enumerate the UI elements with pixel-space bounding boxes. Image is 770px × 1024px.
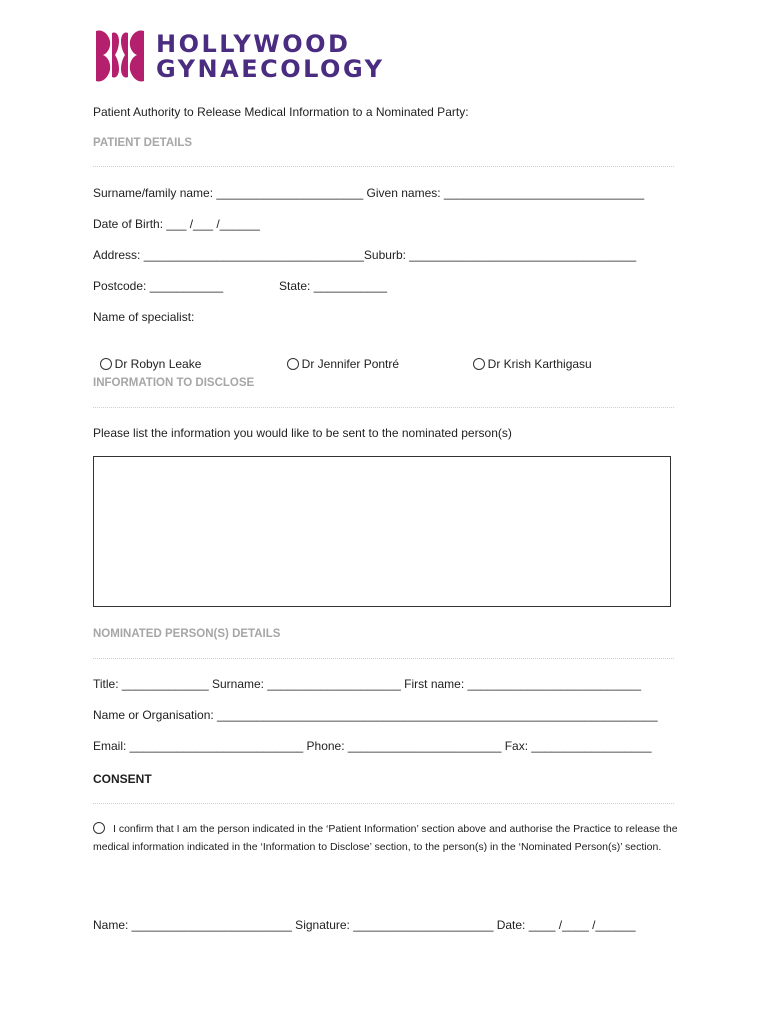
email-phone-fax-field[interactable]: Email: __________________________ Phone: _______________________ Fax: __________________ (93, 739, 652, 753)
section-heading-patient-details: PATIENT DETAILS (93, 137, 193, 149)
butterfly-logo-icon (94, 27, 146, 85)
specialist-option-label: Dr Jennifer Pontré (301, 357, 400, 371)
form-title: Patient Authority to Release Medical Information to a Nominated Party: (93, 105, 469, 119)
postcode-field[interactable]: Postcode: ___________ (93, 279, 224, 293)
name-or-organisation-field[interactable]: Name or Organisation: __________________________________________________________________ (93, 708, 658, 722)
divider (93, 803, 674, 804)
date-of-birth-field[interactable]: Date of Birth: ___ /___ /______ (93, 217, 260, 231)
specialist-option-label: Dr Robyn Leake (114, 357, 202, 371)
nominated-title-name-field[interactable]: Title: _____________ Surname: ____________________ First name: __________________________ (93, 677, 642, 691)
logo-line2: GYNAECOLOGY (156, 55, 385, 83)
radio-icon[interactable] (473, 358, 485, 370)
section-heading-nominated-persons: NOMINATED PERSON(S) DETAILS (93, 628, 281, 640)
specialist-label: Name of specialist: (93, 310, 195, 324)
section-heading-information-to-disclose: INFORMATION TO DISCLOSE (93, 377, 255, 389)
section-heading-consent: CONSENT (93, 772, 152, 786)
logo-line1: HOLLYWOOD (156, 30, 351, 58)
specialist-option-robyn-leake[interactable] (93, 343, 201, 371)
radio-icon[interactable] (287, 358, 299, 370)
information-textarea[interactable] (93, 456, 671, 607)
specialist-option-krish-karthigasu[interactable] (466, 343, 592, 371)
radio-icon[interactable] (100, 358, 112, 370)
specialist-option-label: Dr Krish Karthigasu (487, 357, 592, 371)
divider (93, 407, 674, 408)
specialist-option-jennifer-pontre[interactable] (280, 343, 399, 371)
surname-given-names-field[interactable]: Surname/family name: ______________________ Given names: ______________________________ (93, 186, 645, 200)
divider (93, 166, 674, 167)
address-suburb-field[interactable]: Address: _________________________________Suburb: __________________________________ (93, 248, 637, 262)
consent-radio-icon[interactable] (93, 822, 105, 834)
consent-statement (93, 820, 683, 856)
information-prompt: Please list the information you would like to be sent to the nominated person(s) (93, 426, 512, 440)
divider (93, 658, 674, 659)
name-signature-date-field[interactable]: Name: ________________________ Signature: _____________________ Date: ____ /____ /______ (93, 918, 636, 932)
state-field[interactable]: State: ___________ (279, 279, 388, 293)
logo (94, 27, 394, 85)
consent-text: I confirm that I am the person indicated in the ‘Patient Information’ section above and authorise the Practice to release the medical information indicated in the ‘Information to Disclose’ section, to the person(s) in the ‘Nominated Person(s)’ section. (93, 823, 678, 853)
